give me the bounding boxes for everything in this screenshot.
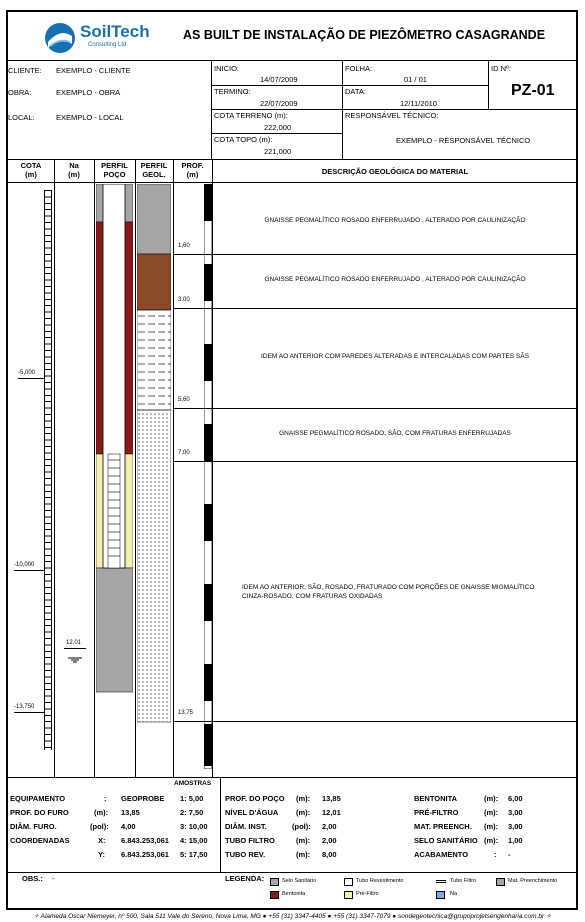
nivel-agua-value: 12,01 xyxy=(322,808,341,817)
col-perfil-geol: PERFIL GEOL. xyxy=(140,161,168,179)
prof-label-1: 1,60 xyxy=(178,243,190,249)
legend-pre-filtro-label: Pré-Filtro xyxy=(356,891,379,897)
responsavel-value: EXEMPLO - RESPONSÁVEL TÉCNICO xyxy=(396,136,531,145)
logo-name: SoilTech xyxy=(80,22,150,41)
geologic-profile xyxy=(137,184,171,724)
legend-selo-label: Selo Sanitário xyxy=(282,878,317,884)
footer-address: ✧ Alameda Oscar Niemeyer, nº 500, Sala 511 Vale do Sereno, Nova Lima, MG ● +55 (31) 3347-4405 ● +55 (31) 3347-7079 ● sondegeotecnica@grupoprojetsengenharia.com.br ✧ xyxy=(33,913,552,920)
prof-label-2: 3,00 xyxy=(178,297,190,303)
well-profile xyxy=(96,184,133,694)
selo-sanitario-value: 1,00 xyxy=(508,836,523,845)
selo-sanitario-label: SELO SANITÁRIO xyxy=(414,836,478,845)
bentonita-value: 6,00 xyxy=(508,794,523,803)
amostras-label: AMOSTRAS xyxy=(174,780,212,787)
termino-label: TERMINO: xyxy=(214,87,251,96)
obra-value: EXEMPLO - OBRA xyxy=(56,88,121,97)
obs-value: - xyxy=(52,874,55,883)
layer-5-desc-line2: CINZA-ROSADO, COM FRATURAS OXIDADAS xyxy=(242,593,383,600)
data-label: DATA: xyxy=(345,87,366,96)
local-value: EXEMPLO - LOCAL xyxy=(56,113,124,122)
report-title: AS BUILT DE INSTALAÇÃO DE PIEZÔMETRO CASAGRANDE xyxy=(183,28,546,42)
legend-tubo-filtro-swatch xyxy=(436,880,446,883)
responsavel-label: RESPONSÁVEL TÉCNICO: xyxy=(345,111,439,120)
cliente-label: CLIENTE: xyxy=(8,66,42,75)
prof-poco-value: 13,85 xyxy=(322,794,341,803)
cota-label-5: -5,000 xyxy=(18,370,36,376)
layer-1-desc: GNAISSE PEGMALÍTICO ROSADO ENFERRUJADO , ALTERADO POR CAULINIZAÇÃO xyxy=(264,217,526,224)
diam-inst-value: 2,00 xyxy=(322,822,337,831)
cota-label-13: -13,750 xyxy=(14,704,35,710)
prof-furo-value: 13,85 xyxy=(121,808,140,817)
obra-label: OBRA: xyxy=(8,88,32,97)
amostra-2: 2: 7,50 xyxy=(180,808,204,817)
acabamento-value: - xyxy=(508,850,511,859)
coord-y-value: 6.843.253,061 xyxy=(121,850,169,859)
coord-x-value: 6.843.253,061 xyxy=(121,836,169,845)
coord-y-label: Y: xyxy=(98,850,105,859)
data-value: 12/11/2010 xyxy=(400,99,437,108)
folha-label: FOLHA: xyxy=(345,64,373,73)
company-logo xyxy=(44,20,164,60)
layer-3-desc: IDEM AO ANTERIOR COM PAREDES ALTERADAS E INTERCALADAS COM PARTES SÃS xyxy=(261,353,529,360)
equipamento-value: GEOPROBE xyxy=(121,794,165,803)
cota-topo-label: COTA TOPO (m): xyxy=(214,135,273,144)
legend-mat-swatch xyxy=(496,878,505,886)
amostra-4: 4: 15,00 xyxy=(180,836,208,845)
legend-tubo-filtro-label: Tubo Filtro xyxy=(450,878,477,884)
legend-title: LEGENDA: xyxy=(225,874,265,883)
na-water-icon xyxy=(68,650,82,656)
cota-topo-value: 221,000 xyxy=(264,147,292,156)
depth-bar xyxy=(204,184,212,769)
acabamento-label: ACABAMENTO xyxy=(414,850,469,859)
id-value: PZ-01 xyxy=(511,82,555,99)
pre-filtro-unit: (m): xyxy=(484,808,499,817)
inicio-value: 14/07/2009 xyxy=(260,75,298,84)
cota-label-10: -10,000 xyxy=(14,562,35,568)
bentonita-unit: (m): xyxy=(484,794,499,803)
legend-tubo-rev-label: Tubo Revestimento xyxy=(356,878,404,884)
diam-inst-unit: (pol): xyxy=(292,822,311,831)
coord-x-label: X: xyxy=(98,836,106,845)
prof-furo-unit: (m): xyxy=(94,808,109,817)
tubo-rev-unit: (m): xyxy=(296,850,311,859)
cota-terreno-value: 222,000 xyxy=(264,123,292,132)
logo-sub: Consulting Ltd xyxy=(88,42,127,48)
coordenadas-label: COORDENADAS xyxy=(10,836,70,845)
tubo-filtro-unit: (m): xyxy=(296,836,311,845)
legend-bentonita-label: Bentonita xyxy=(282,891,306,897)
tubo-filtro-label: TUBO FILTRO xyxy=(225,836,275,845)
tubo-rev-label: TUBO REV. xyxy=(225,850,266,859)
legend-na-label: Na xyxy=(450,891,458,897)
equipamento-colon: : xyxy=(104,794,107,803)
pre-filtro-label: PRÉ-FILTRO xyxy=(414,808,459,817)
legend-mat-label: Mat. Preenchimento xyxy=(508,878,558,884)
prof-poco-unit: (m): xyxy=(296,794,311,803)
acabamento-unit: : xyxy=(494,850,497,859)
col-na: Na (m) xyxy=(68,161,80,179)
na-value: 12,01 xyxy=(66,640,82,646)
prof-label-3: 5,60 xyxy=(178,397,190,403)
mat-preench-unit: (m): xyxy=(484,822,499,831)
prof-poco-label: PROF. DO POÇO xyxy=(225,794,285,803)
cliente-value: EXEMPLO - CLIENTE xyxy=(56,66,131,75)
selo-sanitario-unit: (m): xyxy=(484,836,499,845)
amostra-3: 3: 10,00 xyxy=(180,822,208,831)
local-label: LOCAL: xyxy=(8,113,35,122)
mat-preench-value: 3,00 xyxy=(508,822,523,831)
layer-2-desc: GNAISSE PEGMALÍTICO ROSADO ENFERRUJADO , ALTERADO POR CAULINIZAÇÃO xyxy=(264,276,526,283)
obs-label: OBS.: xyxy=(22,874,43,883)
prof-furo-label: PROF. DO FURO xyxy=(10,808,69,817)
col-perfil-poco: PERFIL POÇO xyxy=(101,161,128,179)
legend-pre-filtro-swatch xyxy=(344,891,353,899)
prof-label-4: 7,00 xyxy=(178,450,190,456)
nivel-agua-label: NÍVEL D'ÁGUA xyxy=(225,808,279,817)
legend-tubo-rev-swatch xyxy=(344,878,353,886)
col-cota: COTA (m) xyxy=(20,161,42,179)
tubo-filtro-value: 2,00 xyxy=(322,836,337,845)
diam-furo-label: DIÂM. FURO. xyxy=(10,822,57,831)
nivel-agua-unit: (m): xyxy=(296,808,311,817)
diam-furo-unit: (pol): xyxy=(90,822,109,831)
prof-label-5: 13,75 xyxy=(178,710,194,716)
report-sheet xyxy=(6,10,578,910)
pre-filtro-value: 3,00 xyxy=(508,808,523,817)
id-label: ID Nº: xyxy=(491,64,511,73)
mat-preench-label: MAT. PREENCH. xyxy=(414,822,472,831)
logo-emblem-icon xyxy=(44,22,76,54)
legend-bentonita-swatch xyxy=(270,891,279,899)
col-descricao: DESCRIÇÃO GEOLÓGICA DO MATERIAL xyxy=(321,167,469,176)
tubo-rev-value: 8,00 xyxy=(322,850,337,859)
amostra-5: 5: 17,50 xyxy=(180,850,208,859)
diam-furo-value: 4,00 xyxy=(121,822,136,831)
bentonita-label: BENTONITA xyxy=(414,794,458,803)
equipamento-label: EQUIPAMENTO xyxy=(10,794,66,803)
layer-4-desc: GNAISSE PEGMALÍTICO ROSADO, SÃO, COM FRATURAS ENFERRUJADAS xyxy=(279,430,511,437)
folha-value: 01 / 01 xyxy=(404,75,427,84)
termino-value: 22/07/2009 xyxy=(260,99,298,108)
diam-inst-label: DIÂM. INST. xyxy=(225,822,267,831)
amostra-1: 1: 5,00 xyxy=(180,794,204,803)
cota-ruler xyxy=(44,190,52,750)
col-prof: PROF. (m) xyxy=(181,161,204,179)
legend-selo-swatch xyxy=(270,878,279,886)
inicio-label: INICIO: xyxy=(214,64,240,73)
legend-na-swatch xyxy=(436,891,445,899)
cota-terreno-label: COTA TERRENO (m): xyxy=(214,111,288,120)
layer-5-desc-line1: IDEM AO ANTERIOR, SÃO, ROSADO, FRATURADO COM PORÇÕES DE GNAISSE MIGMALÍTICO xyxy=(242,584,535,591)
